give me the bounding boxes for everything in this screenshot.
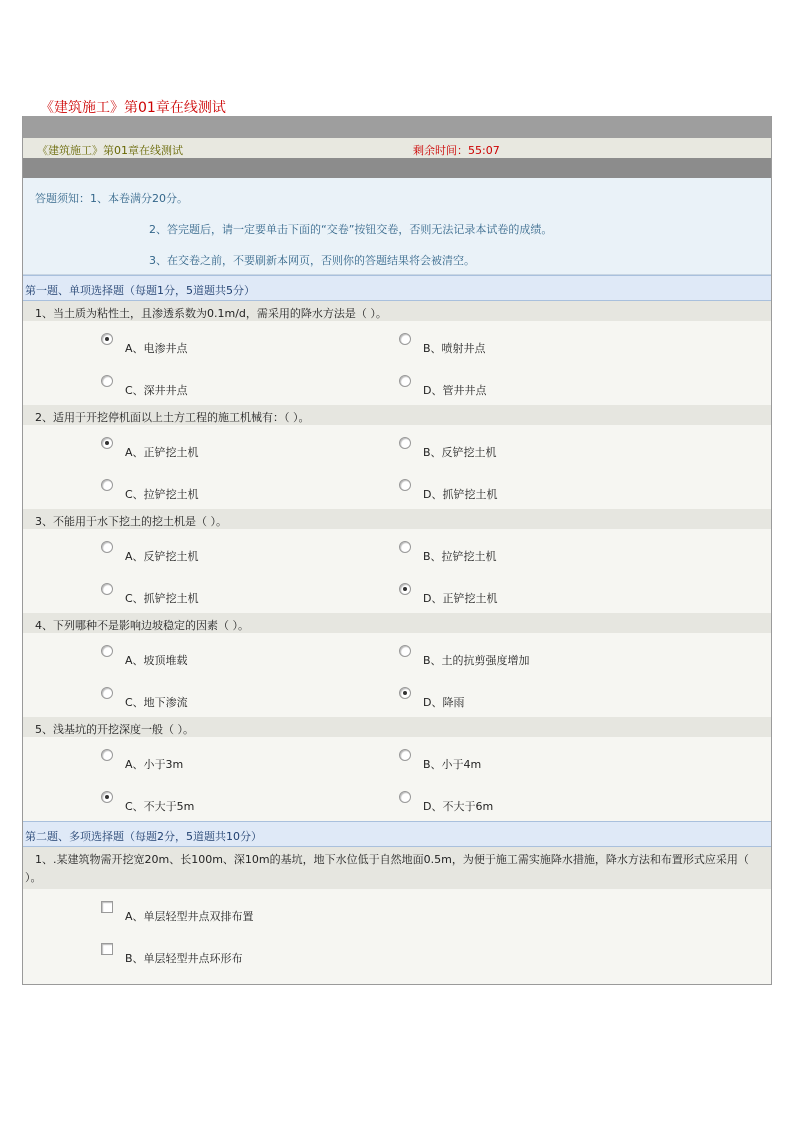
exam-instructions: [23, 178, 771, 275]
option-label: C、地下渗流: [125, 696, 188, 709]
question: [23, 847, 771, 889]
section-multiple-choice: [23, 821, 771, 847]
radio[interactable]: [399, 541, 411, 553]
option-label: D、正铲挖土机: [423, 592, 498, 605]
option-group: [23, 889, 771, 973]
option-label: B、小于4m: [423, 758, 482, 771]
question: [23, 301, 771, 321]
option-label: D、管井井点: [423, 384, 487, 397]
instruction-2: 2、答完题后，请一定要单击下面的“交卷”按钮交卷，否则无法记录本试卷的成绩。: [149, 223, 553, 236]
question: [23, 405, 771, 425]
radio[interactable]: [399, 437, 411, 449]
question-text: 1、当土质为粘性土，且渗透系数为0.1m/d，需采用的降水方法是（ ）。: [35, 307, 387, 320]
radio[interactable]: [101, 687, 113, 699]
section-title: 第一题、单项选择题（每题1分，5道题共5分）: [25, 284, 255, 297]
option-label: B、反铲挖土机: [423, 446, 497, 459]
radio[interactable]: [399, 749, 411, 761]
option-label: D、不大于6m: [423, 800, 494, 813]
radio[interactable]: [101, 479, 113, 491]
option-label: C、抓铲挖土机: [125, 592, 199, 605]
instruction-3: 3、在交卷之前，不要刷新本网页，否则你的答题结果将会被清空。: [149, 254, 475, 267]
question-text: 1、.某建筑物需开挖宽20m、长100m、深10m的基坑，地下水位低于自然地面0.5m，为便于施工需实施降水措施，降水方法和布置形式应采用（ ）。: [25, 853, 749, 884]
option-group: [23, 321, 771, 405]
checkbox[interactable]: [101, 943, 113, 955]
option-label: C、不大于5m: [125, 800, 195, 813]
option-label: C、拉铲挖土机: [125, 488, 199, 501]
question-text: 2、适用于开挖停机面以上土方工程的施工机械有：（ ）。: [35, 411, 310, 424]
section-single-choice: [23, 275, 771, 301]
question: [23, 509, 771, 529]
radio[interactable]: [101, 749, 113, 761]
radio[interactable]: [399, 645, 411, 657]
header-divider: [23, 158, 771, 178]
option-label: B、喷射井点: [423, 342, 486, 355]
section-title: 第二题、多项选择题（每题2分，5道题共10分）: [25, 830, 262, 843]
option-label: A、坡顶堆载: [125, 654, 188, 667]
exam-frame: [22, 116, 772, 985]
option-label: B、单层轻型井点环形布: [125, 952, 243, 965]
checkbox[interactable]: [101, 901, 113, 913]
option-label: A、反铲挖土机: [125, 550, 199, 563]
radio-selected[interactable]: [399, 687, 411, 699]
option-label: D、降雨: [423, 696, 465, 709]
radio[interactable]: [101, 645, 113, 657]
question: [23, 717, 771, 737]
option-group: [23, 529, 771, 613]
radio-selected[interactable]: [101, 437, 113, 449]
option-label: C、深井井点: [125, 384, 188, 397]
option-group: [23, 633, 771, 717]
question: [23, 613, 771, 633]
radio[interactable]: [101, 541, 113, 553]
page-title: 《建筑施工》第01章在线测试: [40, 100, 226, 116]
option-label: A、电渗井点: [125, 342, 188, 355]
option-label: A、单层轻型井点双排布置: [125, 910, 254, 923]
remaining-time: 剩余时间：55:07: [413, 144, 500, 157]
option-group: [23, 737, 771, 821]
exam-title: 《建筑施工》第01章在线测试: [37, 144, 183, 157]
radio-selected[interactable]: [101, 333, 113, 345]
radio[interactable]: [101, 583, 113, 595]
option-label: D、抓铲挖土机: [423, 488, 498, 501]
option-label: A、正铲挖土机: [125, 446, 199, 459]
radio[interactable]: [399, 791, 411, 803]
radio[interactable]: [399, 333, 411, 345]
option-label: B、土的抗剪强度增加: [423, 654, 530, 667]
top-bar: [23, 116, 771, 138]
radio[interactable]: [101, 375, 113, 387]
radio-selected[interactable]: [399, 583, 411, 595]
radio-selected[interactable]: [101, 791, 113, 803]
radio[interactable]: [399, 479, 411, 491]
radio[interactable]: [399, 375, 411, 387]
option-label: A、小于3m: [125, 758, 184, 771]
option-label: B、拉铲挖土机: [423, 550, 497, 563]
question-text: 5、浅基坑的开挖深度一般（ ）。: [35, 723, 194, 736]
instruction-1: 答题须知：1、本卷满分20分。: [35, 192, 188, 205]
question-text: 4、下列哪种不是影响边坡稳定的因素（ ）。: [35, 619, 249, 632]
exam-header: [23, 138, 771, 158]
question-text: 3、不能用于水下挖土的挖土机是（ ）。: [35, 515, 227, 528]
option-group: [23, 425, 771, 509]
